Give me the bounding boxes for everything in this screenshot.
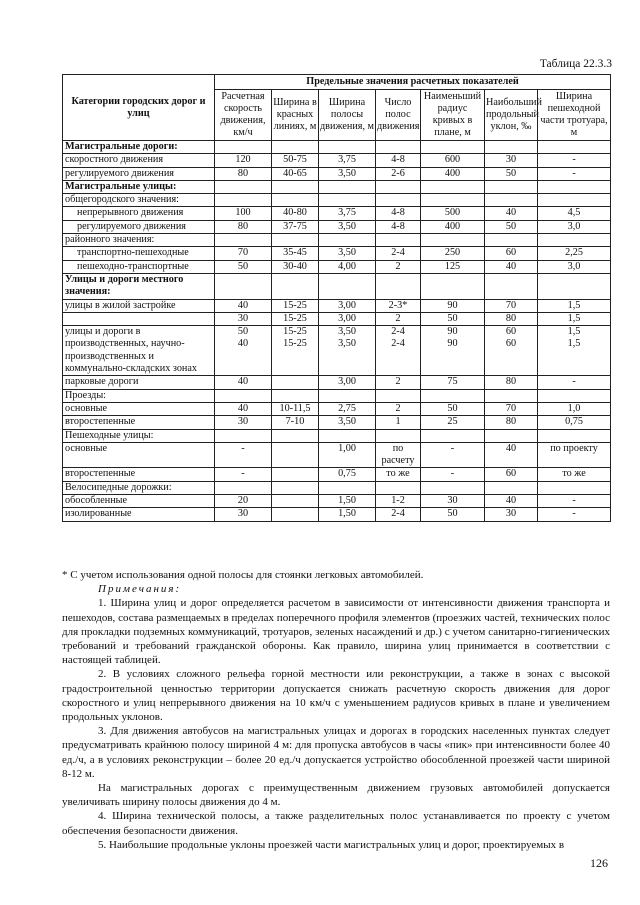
row-label: второстепенные — [63, 468, 215, 481]
header-group: Предельные значения расчетных показателей — [215, 75, 611, 90]
header-speed: Расчетная скорость движения, км/ч — [215, 90, 272, 141]
table-cell: 50-75 — [272, 154, 319, 167]
table-cell: 4,5 — [538, 207, 611, 220]
table-cell: 3,00 — [319, 376, 376, 389]
footnote: * С учетом использования одной полосы для стоянки легковых автомобилей. — [62, 569, 424, 581]
table-cell — [538, 389, 611, 402]
table-cell: 30 — [421, 495, 485, 508]
table-row — [63, 312, 611, 325]
table-cell: 2 — [376, 402, 421, 415]
table-cell — [376, 429, 421, 442]
table-row — [63, 508, 611, 521]
table-cell — [538, 273, 611, 299]
table-cell: 3,50 — [319, 247, 376, 260]
table-cell: 1,50 — [319, 495, 376, 508]
table-cell: 4-8 — [376, 154, 421, 167]
table-cell — [272, 389, 319, 402]
table-cell: 400 — [421, 220, 485, 233]
table-cell — [376, 389, 421, 402]
table-cell: 1,5 — [538, 312, 611, 325]
table-cell — [272, 468, 319, 481]
row-label: второстепенные — [63, 416, 215, 429]
table-cell — [376, 180, 421, 193]
table-cell: то же — [376, 468, 421, 481]
row-label: общегородского значения: — [63, 194, 215, 207]
table-cell: 100 — [215, 207, 272, 220]
table-cell — [485, 234, 538, 247]
table-cell: 15-25 — [272, 312, 319, 325]
table-cell: 80 — [485, 312, 538, 325]
table-row — [63, 299, 611, 312]
table-cell: 30 — [215, 312, 272, 325]
table-cell: 90 90 — [421, 326, 485, 376]
table-cell: 15-25 — [272, 299, 319, 312]
table-cell — [421, 273, 485, 299]
table-cell: - — [538, 167, 611, 180]
table-row — [63, 326, 611, 376]
table-cell: 3,50 — [319, 167, 376, 180]
table-cell — [272, 508, 319, 521]
table-cell: 3,00 — [319, 312, 376, 325]
table-cell: 3,50 — [319, 416, 376, 429]
table-body — [63, 141, 611, 522]
table-cell: 2,75 — [319, 402, 376, 415]
table-cell: 50 — [485, 167, 538, 180]
table-cell: 2 — [376, 312, 421, 325]
table-cell — [538, 481, 611, 494]
table-cell — [538, 141, 611, 154]
table-cell: 40 — [485, 207, 538, 220]
table-cell: 70 — [485, 299, 538, 312]
table-cell: 3,0 — [538, 260, 611, 273]
table-row — [63, 247, 611, 260]
table-cell: 60 60 — [485, 326, 538, 376]
table-cell: 2-6 — [376, 167, 421, 180]
header-lane-width: Ширина полосы движения, м — [319, 90, 376, 141]
table-cell — [215, 180, 272, 193]
table-caption: Таблица 22.3.3 — [539, 58, 612, 70]
table-cell — [272, 376, 319, 389]
table-cell — [376, 194, 421, 207]
table-cell — [376, 481, 421, 494]
row-label: Проезды: — [63, 389, 215, 402]
table-row — [63, 220, 611, 233]
row-label: улицы и дороги в производственных, научно-производственных и коммунально-складских зонах — [63, 326, 215, 376]
table-cell: 90 — [421, 299, 485, 312]
table-cell — [319, 234, 376, 247]
note-5: 5. Наибольшие продольные уклоны проезжей части магистральных улиц и дорог, проектируемых в — [98, 838, 565, 851]
table-cell: 40-65 — [272, 167, 319, 180]
table-row — [63, 234, 611, 247]
header-red-lines-width: Ширина в красных линиях, м — [272, 90, 319, 141]
table-cell — [215, 481, 272, 494]
header-lanes-count: Число полос движения — [376, 90, 421, 141]
table-cell — [421, 194, 485, 207]
table-cell: 30 — [485, 154, 538, 167]
table-cell: 2 — [376, 260, 421, 273]
table-cell: 3,00 — [319, 299, 376, 312]
table-cell: 60 — [485, 247, 538, 260]
table-cell — [376, 234, 421, 247]
table-cell — [272, 141, 319, 154]
page-number: 126 — [590, 856, 608, 870]
table-cell: 40 — [485, 495, 538, 508]
table-cell — [272, 180, 319, 193]
row-label: обособленные — [63, 495, 215, 508]
table-row — [63, 481, 611, 494]
table-cell — [421, 141, 485, 154]
table-row — [63, 376, 611, 389]
notes-block — [62, 568, 610, 852]
header-min-radius: Наименьший радиус кривых в плане, м — [421, 90, 485, 141]
table-cell: - — [215, 442, 272, 468]
table-row — [63, 180, 611, 193]
table-row — [63, 468, 611, 481]
table-cell: 1,50 — [319, 508, 376, 521]
table-cell — [272, 194, 319, 207]
table-cell: 40 — [215, 299, 272, 312]
table-row — [63, 442, 611, 468]
table-cell: - — [421, 442, 485, 468]
table-cell: 1,0 — [538, 402, 611, 415]
row-label: основные — [63, 402, 215, 415]
row-label: парковые дороги — [63, 376, 215, 389]
table-cell: 30 — [485, 508, 538, 521]
table-cell: 80 — [485, 416, 538, 429]
header-max-slope: Наибольший продольный уклон, ‰ — [485, 90, 538, 141]
table-cell: 4-8 — [376, 207, 421, 220]
table-cell: 2-4 — [376, 508, 421, 521]
table-cell: 20 — [215, 495, 272, 508]
table-cell: 70 — [215, 247, 272, 260]
table-cell — [215, 389, 272, 402]
note-3-continued: На магистральных дорогах с преимущественным движением грузовых автомобилей допускается увеличивать ширину полосы движения до 4 м. — [62, 782, 610, 809]
table-cell: - — [215, 468, 272, 481]
table-cell — [319, 180, 376, 193]
table-row — [63, 402, 611, 415]
table-cell — [538, 429, 611, 442]
table-cell — [485, 389, 538, 402]
row-label: улицы в жилой застройке — [63, 299, 215, 312]
table-cell: 400 — [421, 167, 485, 180]
table-cell — [215, 273, 272, 299]
table-cell — [319, 141, 376, 154]
note-4: 4. Ширина технической полосы, а также разделительных полос устанавливается по проекту с учетом обеспечения безопасности движения. — [62, 810, 610, 837]
table-cell: 80 — [215, 220, 272, 233]
table-cell: 0,75 — [538, 416, 611, 429]
table-row — [63, 141, 611, 154]
table-cell: 50 — [215, 260, 272, 273]
table-row — [63, 194, 611, 207]
table-cell — [376, 273, 421, 299]
table-cell: 3,50 3,50 — [319, 326, 376, 376]
row-label: транспортно-пешеходные — [63, 247, 215, 260]
table-row — [63, 495, 611, 508]
table-cell — [376, 141, 421, 154]
table-cell — [215, 429, 272, 442]
table-cell — [215, 234, 272, 247]
table-cell — [538, 194, 611, 207]
table-cell: 25 — [421, 416, 485, 429]
table-cell: 37-75 — [272, 220, 319, 233]
table-cell — [319, 429, 376, 442]
row-label: Пешеходные улицы: — [63, 429, 215, 442]
table-cell: 60 — [485, 468, 538, 481]
table-cell: 4,00 — [319, 260, 376, 273]
table-cell: 40-80 — [272, 207, 319, 220]
table-cell: 2-4 2-4 — [376, 326, 421, 376]
table-cell — [272, 234, 319, 247]
table-cell — [421, 429, 485, 442]
table-cell: 500 — [421, 207, 485, 220]
row-label: Магистральные улицы: — [63, 180, 215, 193]
table-cell: 1,5 — [538, 299, 611, 312]
note-3: 3. Для движения автобусов на магистральных улицах и дорогах в городских населенных пунктах следует предусматривать крайнюю полосу шириной 4 м: для пропуска автобусов в часы «пик» при интенсивности более 40 ед./ч, а в условиях реконструкции – более 20 ед./ч допускается устройство обособленной проезжей части шириной 8-12 м. — [62, 725, 610, 780]
table-cell — [485, 481, 538, 494]
table-cell: 80 — [215, 167, 272, 180]
table-cell: - — [538, 154, 611, 167]
table-cell: 7-10 — [272, 416, 319, 429]
table-cell: 40 — [485, 260, 538, 273]
table-cell: 2 — [376, 376, 421, 389]
table-cell: 1-2 — [376, 495, 421, 508]
table-cell: - — [538, 508, 611, 521]
table-cell: 35-45 — [272, 247, 319, 260]
table-cell: 125 — [421, 260, 485, 273]
table-cell: 3,75 — [319, 207, 376, 220]
table-cell: 120 — [215, 154, 272, 167]
note-2: 2. В условиях сложного рельефа горной местности или реконструкции, а также в зонах с высокой градостроительной ценностью территории допускается снижать расчетную скорость движения для дорог скоростного и улиц непрерывного движения на 10 км/ч с уменьшением радиусов кривых в плане и увеличением продольных уклонов. — [62, 668, 610, 724]
table-cell — [485, 180, 538, 193]
table-cell — [215, 194, 272, 207]
table-cell — [485, 141, 538, 154]
table-cell — [421, 481, 485, 494]
table-cell: 1,5 1,5 — [538, 326, 611, 376]
table-cell — [319, 389, 376, 402]
row-label: регулируемого движения — [63, 220, 215, 233]
table-row — [63, 273, 611, 299]
row-label: изолированные — [63, 508, 215, 521]
table-cell: 1,00 — [319, 442, 376, 468]
table-cell — [421, 234, 485, 247]
table-cell: 250 — [421, 247, 485, 260]
table-cell: 600 — [421, 154, 485, 167]
row-label: Велосипедные дорожки: — [63, 481, 215, 494]
table-cell: 40 — [485, 442, 538, 468]
table-cell: 3,75 — [319, 154, 376, 167]
table-cell: 80 — [485, 376, 538, 389]
table-cell: то же — [538, 468, 611, 481]
table-cell: 50 — [421, 402, 485, 415]
table-cell: 3,0 — [538, 220, 611, 233]
table-cell: 50 — [421, 508, 485, 521]
table-cell: по проекту — [538, 442, 611, 468]
notes-title: Примечания: — [98, 583, 182, 596]
table-cell: - — [538, 495, 611, 508]
table-cell: 50 — [485, 220, 538, 233]
table-cell — [319, 481, 376, 494]
row-label: регулируемого движения — [63, 167, 215, 180]
table-cell — [421, 180, 485, 193]
table-cell: 1 — [376, 416, 421, 429]
table-cell: 30 — [215, 416, 272, 429]
table-cell — [215, 141, 272, 154]
table-cell: - — [421, 468, 485, 481]
row-label: непрерывного движения — [63, 207, 215, 220]
table-row — [63, 389, 611, 402]
table-cell: 50 — [421, 312, 485, 325]
header-sidewalk-width: Ширина пешеходной части тротуара, м — [538, 90, 611, 141]
table-cell: - — [538, 376, 611, 389]
table-cell — [485, 429, 538, 442]
table-row — [63, 429, 611, 442]
table-row — [63, 416, 611, 429]
table-cell — [485, 194, 538, 207]
table-cell: 40 — [215, 402, 272, 415]
table-cell: 75 — [421, 376, 485, 389]
table-cell: 4-8 — [376, 220, 421, 233]
header-category: Категории городских дорог и улиц — [63, 75, 215, 141]
table-cell: 10-11,5 — [272, 402, 319, 415]
table-cell — [272, 442, 319, 468]
road-parameters-table — [62, 74, 611, 522]
table-cell — [272, 495, 319, 508]
row-label: районного значения: — [63, 234, 215, 247]
table-cell — [538, 180, 611, 193]
table-cell: по расчету — [376, 442, 421, 468]
table-cell — [319, 194, 376, 207]
table-row — [63, 167, 611, 180]
table-cell: 15-25 15-25 — [272, 326, 319, 376]
table-cell: 2-4 — [376, 247, 421, 260]
row-label: пешеходно-транспортные — [63, 260, 215, 273]
table-cell — [485, 273, 538, 299]
row-label: скоростного движения — [63, 154, 215, 167]
table-cell — [272, 481, 319, 494]
table-cell: 2,25 — [538, 247, 611, 260]
table-row — [63, 207, 611, 220]
row-label: основные — [63, 442, 215, 468]
row-label: Магистральные дороги: — [63, 141, 215, 154]
table-cell — [538, 234, 611, 247]
row-label — [63, 312, 215, 325]
table-cell — [272, 429, 319, 442]
row-label: Улицы и дороги местного значения: — [63, 273, 215, 299]
table-cell — [272, 273, 319, 299]
table-cell: 0,75 — [319, 468, 376, 481]
table-cell: 3,50 — [319, 220, 376, 233]
table-cell: 40 — [215, 376, 272, 389]
table-cell: 50 40 — [215, 326, 272, 376]
table-cell: 30-40 — [272, 260, 319, 273]
table-row — [63, 260, 611, 273]
table-cell — [421, 389, 485, 402]
table-cell: 30 — [215, 508, 272, 521]
table-row — [63, 154, 611, 167]
table-cell: 2-3* — [376, 299, 421, 312]
table-cell — [319, 273, 376, 299]
table-cell: 70 — [485, 402, 538, 415]
note-1: 1. Ширина улиц и дорог определяется расчетом в зависимости от интенсивности движения транспорта и пешеходов, состава размещаемых в пределах поперечного профиля элементов (проезжих частей, технических полос для прокладки подземных коммуникаций, тротуаров, зеленых насаждений и др.) с учетом санитарно-гигиенических требований и требований гражданской обороны. Как правило, ширина улиц принимается в соответствии с настоящей таблицей. — [62, 597, 610, 667]
